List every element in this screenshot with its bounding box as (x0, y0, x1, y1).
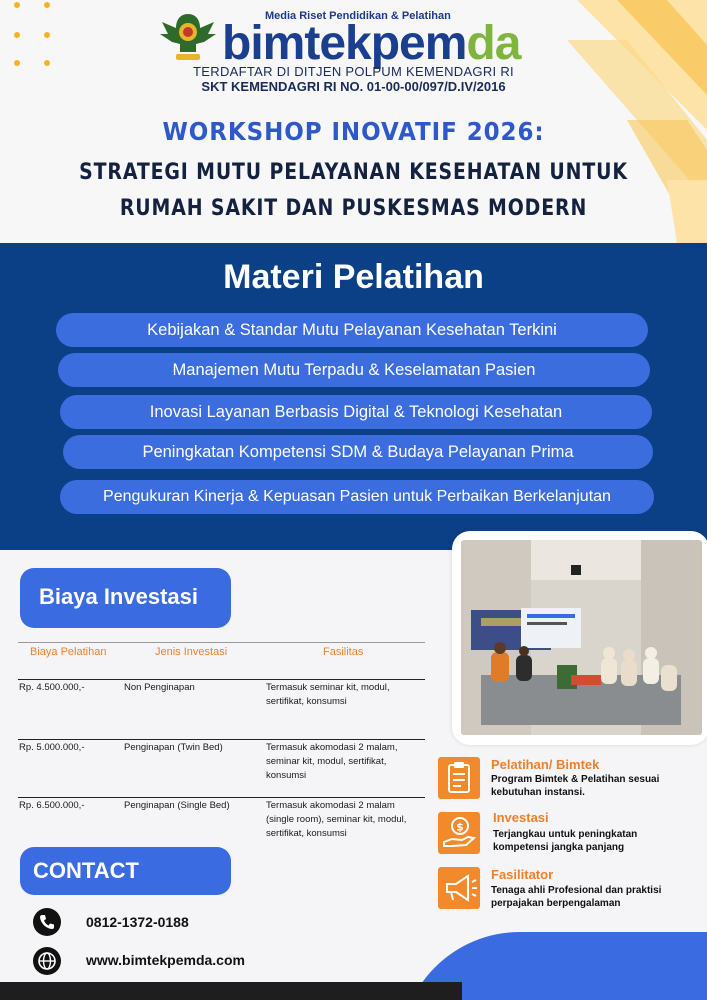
table-divider (18, 642, 425, 643)
phone-number[interactable]: 0812-1372-0188 (86, 914, 189, 930)
feature-desc: Tenaga ahli Profesional dan praktisi (491, 885, 662, 896)
globe-icon (33, 947, 61, 975)
row-price: Rp. 5.000.000,- (19, 742, 85, 753)
feature-desc: Program Bimtek & Pelatihan sesuai (491, 774, 660, 785)
row-price: Rp. 6.500.000,- (19, 800, 85, 811)
website-link[interactable]: www.bimtekpemda.com (86, 952, 245, 968)
row-type: Non Penginapan (124, 682, 195, 693)
table-header-facility: Fasilitas (323, 646, 364, 658)
logo-word-bimtek: bimtek (222, 17, 371, 70)
row-facility: Termasuk seminar kit, modul, (266, 682, 390, 693)
row-facility: (single room), seminar kit, modul, (266, 814, 407, 825)
row-price: Rp. 4.500.000,- (19, 682, 85, 693)
registration-line-2: SKT KEMENDAGRI RI NO. 01-00-00/097/D.IV/2016 (201, 79, 506, 94)
feature-title: Fasilitator (491, 867, 554, 882)
logo-word-da: da (466, 17, 521, 70)
megaphone-icon (438, 867, 480, 909)
materi-item: Peningkatan Kompetensi SDM & Budaya Pelayanan Prima (63, 435, 653, 469)
materi-section (0, 243, 707, 550)
row-facility: sertifikat, konsumsi (266, 696, 347, 707)
materi-item: Kebijakan & Standar Mutu Pelayanan Kesehatan Terkini (56, 313, 648, 347)
row-facility: Termasuk akomodasi 2 malam (266, 800, 395, 811)
row-type: Penginapan (Twin Bed) (124, 742, 223, 753)
workshop-subtitle-line-2: RUMAH SAKIT DAN PUSKESMAS MODERN (119, 196, 588, 221)
header (0, 0, 707, 243)
row-facility: konsumsi (266, 770, 307, 781)
row-type: Penginapan (Single Bed) (124, 800, 230, 811)
garuda-emblem-icon (158, 8, 218, 64)
table-header-price: Biaya Pelatihan (30, 646, 107, 658)
feature-desc: kebutuhan instansi. (491, 787, 585, 798)
workshop-subtitle-line-1: STRATEGI MUTU PELAYANAN KESEHATAN UNTUK (79, 160, 628, 185)
registration-line-1: TERDAFTAR DI DITJEN POLPUM KEMENDAGRI RI (193, 64, 514, 79)
table-header-type: Jenis Investasi (155, 646, 228, 658)
table-divider (18, 679, 425, 680)
svg-text:$: $ (456, 820, 464, 834)
feature-desc: Terjangkau untuk peningkatan (493, 829, 638, 840)
clipboard-icon (438, 757, 480, 799)
feature-desc: kompetensi jangka panjang (493, 842, 625, 853)
row-facility: Termasuk akomodasi 2 malam, (266, 742, 398, 753)
table-divider (18, 797, 425, 798)
phone-icon (33, 908, 61, 936)
logo-word-pem: pem (370, 17, 467, 70)
logo-tagline: Media Riset Pendidikan & Pelatihan (265, 10, 451, 22)
money-hand-icon (438, 812, 480, 854)
contact-button[interactable]: CONTACT (20, 847, 231, 895)
materi-title: Materi Pelatihan (223, 258, 484, 296)
biaya-investasi-button[interactable]: Biaya Investasi (20, 568, 231, 628)
materi-item: Manajemen Mutu Terpadu & Keselamatan Pasien (58, 353, 650, 387)
materi-item: Inovasi Layanan Berbasis Digital & Teknologi Kesehatan (60, 395, 652, 429)
workshop-title: WORKSHOP INOVATIF 2026: (162, 117, 545, 146)
materi-item: Pengukuran Kinerja & Kepuasan Pasien untuk Perbaikan Berkelanjutan (60, 480, 654, 514)
footer-bar (0, 982, 462, 1000)
feature-desc: perpajakan berpengalaman (491, 898, 621, 909)
feature-title: Pelatihan/ Bimtek (491, 757, 600, 772)
decorative-dots (14, 2, 54, 68)
workshop-photo (461, 540, 702, 735)
row-facility: seminar kit, modul, sertifikat, (266, 756, 387, 767)
feature-title: Investasi (493, 810, 549, 825)
row-facility: sertifikat, konsumsi (266, 828, 347, 839)
table-divider (18, 739, 425, 740)
